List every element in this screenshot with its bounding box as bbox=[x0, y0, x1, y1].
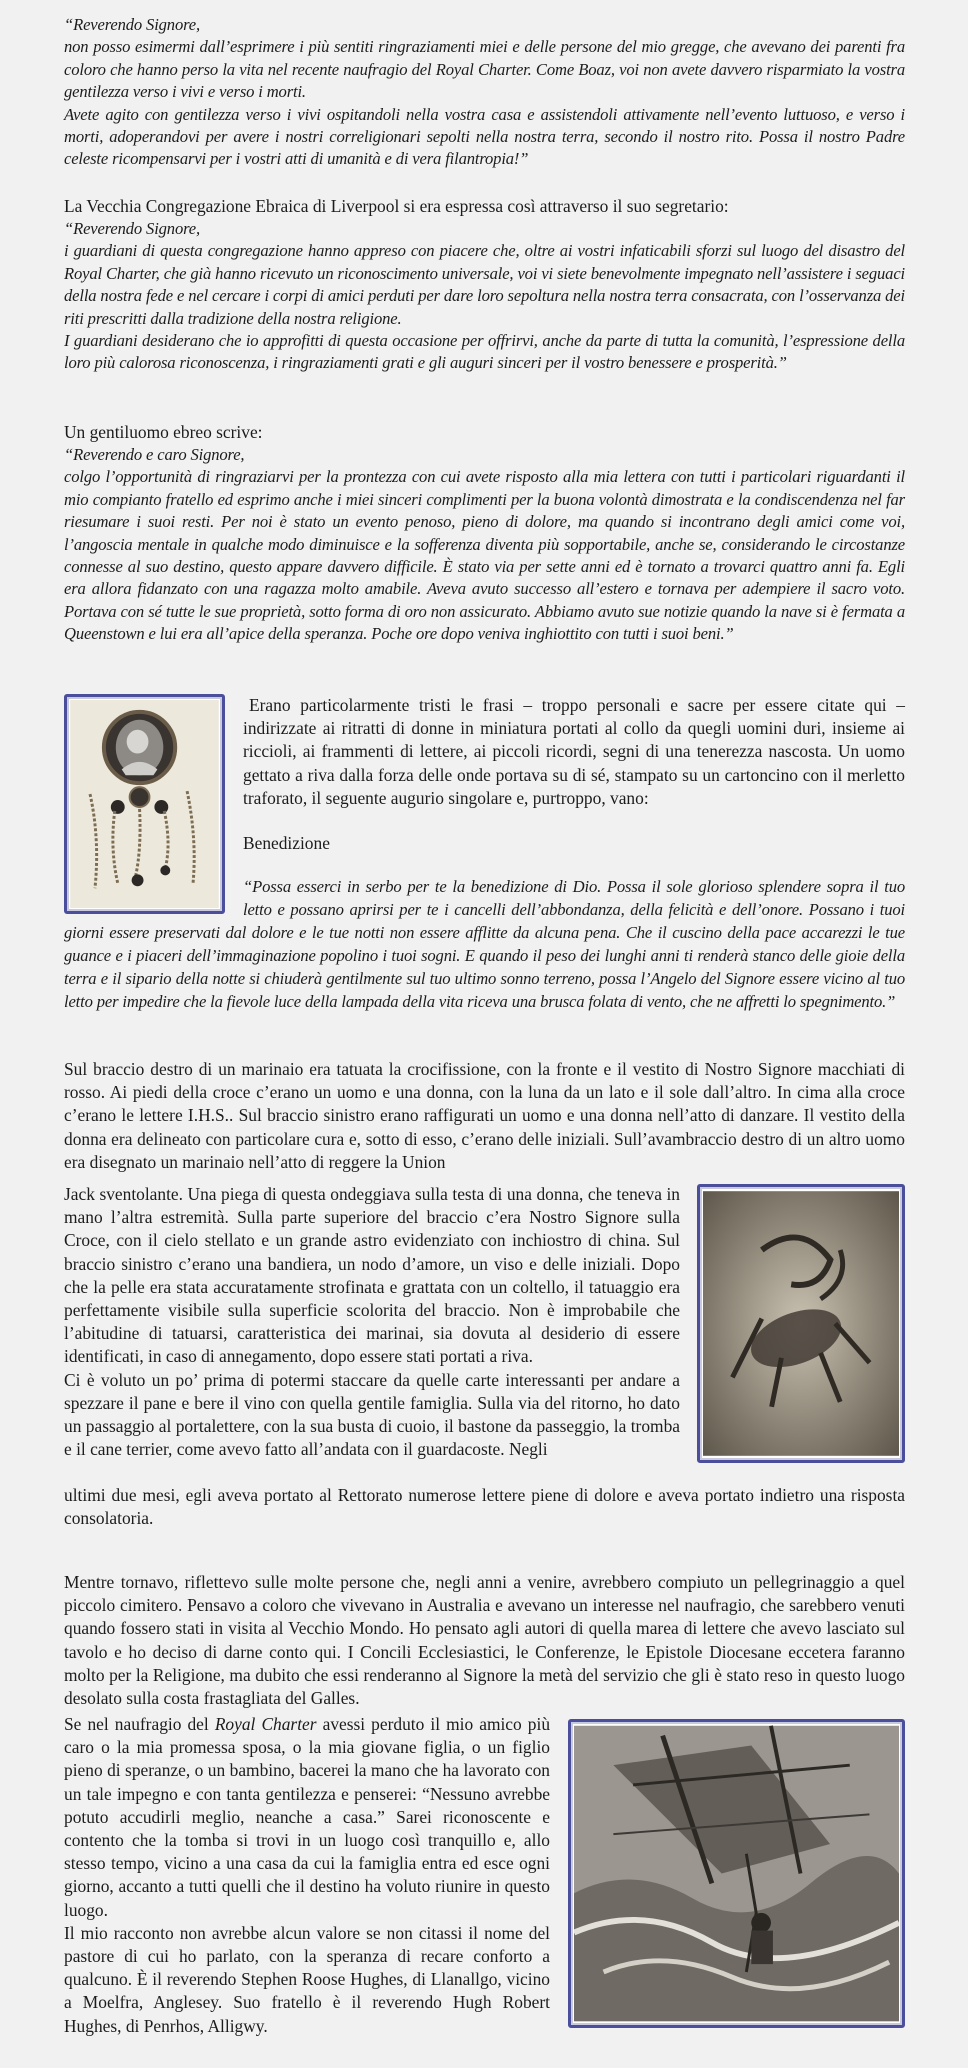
shipwreck-image bbox=[574, 1725, 899, 2022]
paragraph-rest: avessi perduto il mio amico più caro o la mia promessa sposa, o la mia giovane figlia, o un figlio pieno di speranze, o un bambino, bacerei la mano che ha lavorato con un tale impegno e con tanta gentilezza e penserei: “Nessuno avrebbe potuto accudirli meglio, neanche a casa.” Sarei riconoscente e contento che la tomba si trovi in un luogo così tranquillo e, allo stesso tempo, vicino a una casa da cui la famiglia entra ed esce ogni giorno, accanto a tutti quelli che il destino ha voluto riunire in questo luogo. bbox=[64, 1714, 551, 1920]
brooch-image bbox=[70, 700, 219, 908]
letter-gentleman bbox=[64, 421, 905, 646]
paragraph: Avete agito con gentilezza verso i vivi ospitandoli nella vostra casa e assistendoli attivamente nell’evento luttuoso, e verso i morti, adoperandovi per avere i nostri correligionari sepolti nella nostra terra, secondo il nostro rito. Possa il nostro Padre celeste ricompensarvi per i vostri atti di umanità e di vera filantropia!” bbox=[64, 104, 905, 169]
ship-name: Royal Charter bbox=[214, 1714, 317, 1734]
section-pilgrimage bbox=[64, 1571, 905, 1710]
tattoo-image bbox=[703, 1190, 899, 1457]
section-reflection bbox=[64, 1713, 550, 2038]
paragraph: Mentre tornavo, riflettevo sulle molte persone che, negli anni a venire, avrebbero compiuto un pellegrinaggio a quel piccolo cimitero. Pensavo a coloro che vivevano in Australia e avevano un interesse nel naufragio, che sarebbero venuti quando fossero stati in visita al Vecchio Mondo. Ho pensato agli autori di quella marea di lettere che avevo lasciato sul tavolo e ho deciso di darne conto qui. I Concili Ecclesiastici, le Conferenze, le Epistole Diocesane eccetera faranno molto per la Religione, ma dubito che essi renderanno al Signore la metà del servizio che gli è stato reso in questo luogo desolato sulla costa frastagliata del Galles. bbox=[64, 1572, 905, 1709]
paragraph: non posso esimermi dall’esprimere i più sentiti ringraziamenti miei e delle persone del mio gregge, che avevano dei parenti fra coloro che hanno perso la vita nel recente naufragio del Royal Charter. Come Boaz, voi non avete davvero risparmiato la vostra gentilezza verso i vivi e verso i morti. bbox=[64, 37, 905, 102]
paragraph-tail bbox=[64, 1484, 905, 1530]
paragraph: Il mio racconto non avrebbe alcun valore se non citassi il nome del pastore di cui ho parlato, con la speranza di recare conforto a qualcuno. È il reverendo Stephen Roose Hughes, di Llanallgo, vicino a Moelfra, Anglesey. Suo fratello è il reverendo Hugh Robert Hughes, di Penrhos, Alligwy. bbox=[64, 1922, 550, 2036]
salutation: “Reverendo Signore, bbox=[64, 15, 201, 34]
paragraph: I guardiani desiderano che io approfitti di questa occasione per offrirvi, anche da parte di tutta la comunità, l’espressione della loro più calorosa riconoscenza, i ringraziamenti grati e gli auguri sinceri per il vostro benessere e prosperità.” bbox=[64, 331, 905, 373]
tattoo-photo bbox=[697, 1184, 905, 1463]
shipwreck-photo bbox=[568, 1719, 905, 2028]
paragraph: Erano particolarmente tristi le frasi – troppo personali e sacre per essere citate qui – indirizzate ai ritratti di donne in miniatura portati al collo da quegli uomini duri, insieme ai riccioli, ai frammenti di lettere, ai piccoli ricordi, segni di una tenerezza nascosta. Un uomo gettato a riva dalla forza delle onde portava su di sé, stampato su un cartoncino con il merletto traforato, il seguente augurio singolare e, purtroppo, vano: bbox=[243, 695, 905, 808]
paragraph: colgo l’opportunità di ringraziarvi per la prontezza con cui avete risposto alla mia lettera con tutti i particolari riguardanti il mio compianto fratello ed esprimo anche i miei sinceri complimenti per la buona volontà dimostrata e la condiscendenza nel far riesumare i suoi resti. Per noi è stato un evento penoso, pieno di dolore, ma quando si incontrano degli amici come voi, l’angoscia mentale in qualche modo diminuisce e la sofferenza diventa più sopportabile, anche se, considerando le circostanze connesse al suo destino, questo appare davvero difficile. È stato via per sette anni ed è tornato a trovarci quattro anni fa. Egli era allora fidanzato con una ragazza molto amabile. Aveva avuto successo all’estero e tornava per adempiere il sacro voto. Portava con sé tutte le sue proprietà, sotto forma di oro non assicurato. Abbiamo avuto sue notizie quando la nave si è fermata a Queenstown e lui era all’apice della speranza. Poche ore dopo veniva inghiottito con tutti i suoi beni.” bbox=[64, 467, 905, 644]
poem-text: “Possa esserci in serbo per te la benedizione di Dio. Possa il sole glorioso splendere sopra il tuo letto e possano aprirsi per te i cancelli dell’abbondanza, della felicità e dell’onore. Possano i tuoi giorni essere preservati dal dolore e le tue notti non essere afflitte da alcuna pena. Che il cuscino della pace accarezzi le tue guance e i piaceri dell’immaginazione popolino i tuoi sogni. E quando il peso dei lunghi anni ti renderà stanco delle gioie della terra e il sipario della notte si chiuderà gentilmente sul tuo ultimo sonno terreno, possa l’Angelo del Signore essere vicino al tuo letto per impedire che la fievole luce della lampada della vita riceva una brusca folata di vento, che ne affretti lo spegnimento.” bbox=[64, 877, 905, 1012]
paragraph-start: Se nel naufragio del bbox=[64, 1714, 215, 1734]
intro-text: Un gentiluomo ebreo scrive: bbox=[64, 422, 263, 442]
salutation: “Reverendo Signore, bbox=[64, 219, 201, 238]
section-blessing bbox=[64, 694, 905, 1013]
section-tattoos-continued bbox=[64, 1183, 680, 1461]
paragraph: Ci è voluto un po’ prima di potermi staccare da quelle carte interessanti per andare a spezzare il pane e bere il vino con quella gentile famiglia. Sulla via del ritorno, ho dato un passaggio al portalettere, con la sua busta di cuoio, il bastone da passeggio, la tromba e il cane terrier, come avevo fatto all’andata con il guardacoste. Negli bbox=[64, 1369, 680, 1460]
salutation: “Reverendo e caro Signore, bbox=[64, 445, 245, 464]
paragraph: i guardiani di questa congregazione hanno appreso con piacere che, oltre ai vostri infaticabili sforzi sul luogo del disastro del Royal Charter, che già hanno ricevuto un riconoscimento universale, voi vi siete benevolmente impegnato nell’assistere i seguaci della nostra fede e nel cercare i corpi di amici perduti per dare loro sepoltura nella nostra terra consacrata, con l’osservanza dei riti prescritti dalla tradizione della nostra religione. bbox=[64, 241, 905, 328]
letter-rabbi bbox=[64, 14, 905, 171]
poem-heading: Benedizione bbox=[243, 833, 330, 854]
paragraph bbox=[64, 1713, 550, 1922]
paragraph: Jack sventolante. Una piega di questa ondeggiava sulla testa di una donna, che teneva in mano l’altra estremità. Sulla parte superiore del braccio c’era Nostro Signore sulla Croce, con il cielo stellato e un grande astro evidenziato con inchiostro di china. Sul braccio sinistro c’erano una bandiera, un nodo d’amore, un viso e delle iniziali. Dopo che la pelle era stata accuratamente strofinata e grattata con un coltello, il tatuaggio era perfettamente visibile sulla superficie scolorita del braccio. Non è improbabile che l’abitudine di tatuarsi, caratteristica dei marinai, sia dovuta al desiderio di essere identificati, in caso di annegamento, dopo essere stati portati a riva. bbox=[64, 1184, 680, 1367]
letter-congregation bbox=[64, 195, 905, 375]
paragraph: ultimi due mesi, egli aveva portato al Rettorato numerose lettere piene di dolore e aveva portato indietro una risposta consolatoria. bbox=[64, 1485, 905, 1529]
brooch-photo bbox=[64, 694, 225, 914]
section-tattoos bbox=[64, 1058, 905, 1174]
paragraph: Sul braccio destro di un marinaio era tatuata la crocifissione, con la fronte e il vestito di Nostro Signore macchiati di rosso. Ai piedi della croce c’erano un uomo e una donna, con la luna da un lato e il sole dall’altro. In cima alla croce c’erano le lettere I.H.S.. Sul braccio sinistro erano raffigurati un uomo e una donna nell’atto di danzare. Il vestito della donna era delineato con particolare cura e, sotto di esso, c’erano delle iniziali. Sull’avambraccio destro di un altro uomo era disegnato un marinaio nell’atto di reggere la Union bbox=[64, 1059, 905, 1172]
intro-text: La Vecchia Congregazione Ebraica di Liverpool si era espressa così attraverso il suo segretario: bbox=[64, 196, 729, 216]
